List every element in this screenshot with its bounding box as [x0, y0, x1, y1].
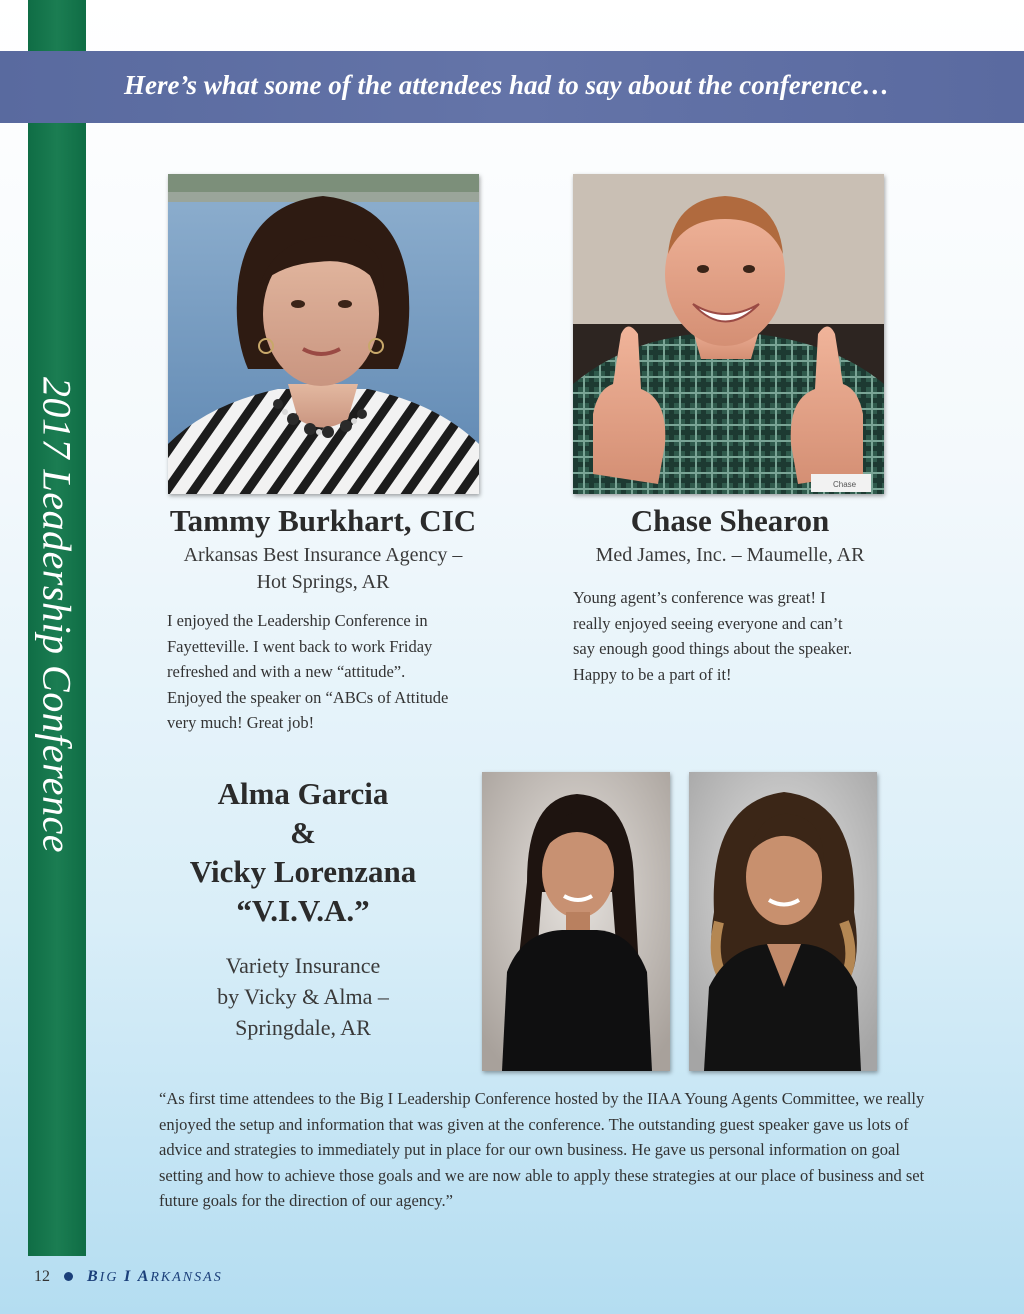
brand-arkansas-rest: RKANSAS	[150, 1270, 223, 1285]
photo-vicky	[689, 772, 877, 1071]
name-tammy: Tammy Burkhart, CIC	[169, 503, 477, 538]
agency-viva-line1: Variety Insurance	[225, 953, 381, 978]
photo-alma-illustration	[482, 772, 670, 1071]
quote-line: future goals for the direction of our agency.”	[159, 1191, 453, 1210]
quote-line: refreshed and with a new “attitude”.	[167, 662, 406, 681]
name-vicky: Vicky Lorenzana	[189, 854, 417, 889]
agency-viva-line3: Springdale, AR	[235, 1015, 371, 1040]
quote-chase	[573, 585, 893, 687]
photo-chase-illustration	[573, 174, 884, 494]
quote-line: I enjoyed the Leadership Conference in	[167, 611, 428, 630]
agency-chase-line1: Med James, Inc. – Maumelle, AR	[595, 544, 865, 566]
photo-chase	[573, 174, 884, 494]
quote-line: very much! Great job!	[167, 713, 315, 732]
page-footer	[34, 1268, 223, 1286]
bullet-icon	[64, 1272, 73, 1281]
quote-line: Enjoyed the speaker on “ABCs of Attitude	[167, 687, 449, 707]
quote-line: Fayetteville. I went back to work Friday	[167, 636, 433, 656]
quote-line: Happy to be a part of it!	[573, 664, 732, 684]
quote-line: “As first time attendees to the Big I Leadership Conference hosted by the IIAA Young Agents Committee, we really	[159, 1089, 925, 1108]
photo-vicky-illustration	[689, 772, 877, 1071]
photo-tammy-illustration	[168, 174, 479, 494]
photo-name-badge: Chase	[833, 480, 857, 489]
quote-line: say enough good things about the speaker.	[573, 639, 853, 658]
publication-name	[87, 1270, 223, 1285]
name-alma: Alma Garcia	[217, 776, 389, 811]
quote-tammy	[167, 608, 487, 736]
sidebar-title: 2017 Leadership Conference	[34, 377, 80, 853]
agency-tammy-line2: Hot Springs, AR	[256, 571, 390, 593]
agency-viva-line2: by Vicky & Alma –	[217, 984, 389, 1009]
brand-initial-b: B	[87, 1268, 100, 1285]
name-chase: Chase Shearon	[630, 503, 830, 538]
quote-viva	[159, 1086, 989, 1214]
page-number: 12	[34, 1268, 50, 1285]
brand-initial-a: A	[137, 1268, 151, 1285]
brand-big-rest: IG	[99, 1270, 119, 1285]
agency-tammy-line1: Arkansas Best Insurance Agency –	[183, 544, 463, 566]
quote-line: enjoyed the setup and information that was given at the conference. The outstanding guest speaker gave us lots of	[159, 1114, 909, 1134]
photo-alma	[482, 772, 670, 1071]
quote-line: advice and strategies to immediately put in place for our own business. He gave us personal information on goal	[159, 1140, 900, 1159]
photo-tammy	[168, 174, 479, 494]
quote-line: really enjoyed seeing everyone and can’t	[573, 613, 843, 633]
banner-text: Here’s what some of the attendees had to say about the conference…	[124, 70, 890, 100]
quote-line: Young agent’s conference was great! I	[573, 588, 826, 607]
quote-line: setting and how to achieve those goals and we are now able to apply these strategies at our place of business and set	[159, 1165, 925, 1185]
brand-initial-i: I	[123, 1268, 133, 1285]
name-viva: “V.I.V.A.”	[236, 893, 370, 928]
name-ampersand: &	[290, 815, 316, 850]
